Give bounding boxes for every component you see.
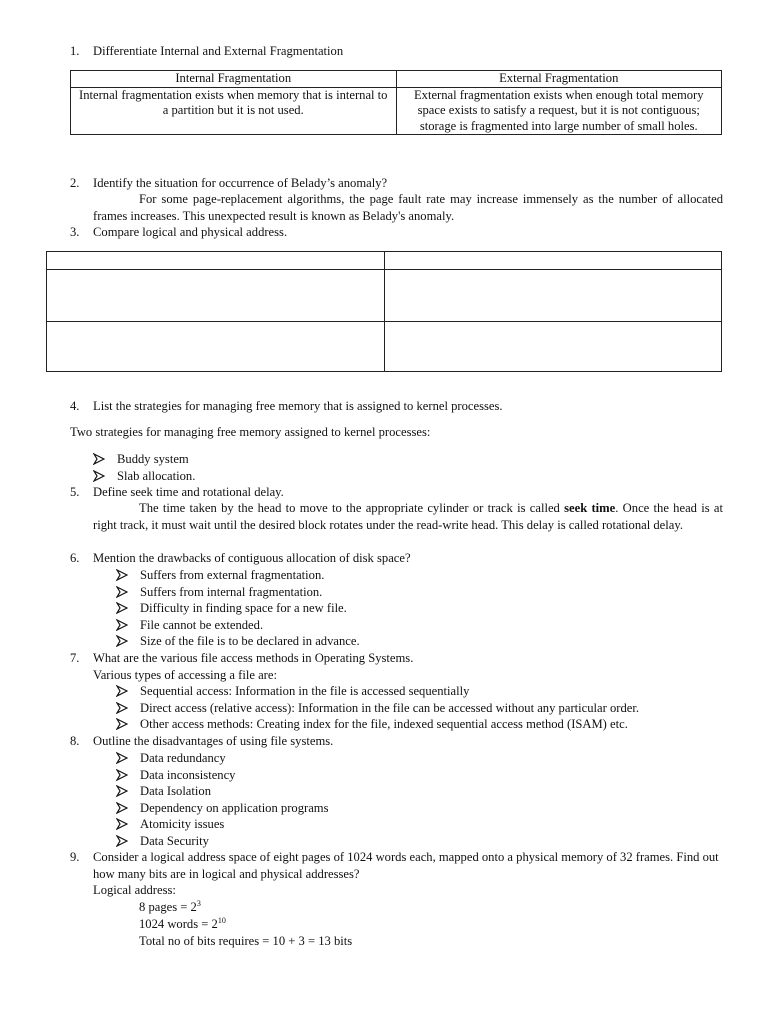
answer-5: The time taken by the head to move to the appropriate cylinder or track is called seek time. Once the head is at right track, it must wait until the desired block rotates under the read-write head. This delay is called rotational delay. bbox=[93, 501, 724, 532]
arrow-bullet-icon bbox=[93, 453, 105, 465]
list-item: Atomicity issues bbox=[116, 816, 329, 833]
question-number: 5. bbox=[70, 485, 80, 499]
list-item: Data redundancy bbox=[116, 750, 329, 767]
list-item: Other access methods: Creating index for the file, indexed sequential access method (ISAM) etc. bbox=[116, 716, 639, 733]
question-text: Mention the drawbacks of contiguous allocation of disk space? bbox=[93, 551, 411, 565]
question-number: 6. bbox=[70, 551, 80, 565]
table-header-row bbox=[71, 71, 722, 88]
seek-time-term: seek time bbox=[564, 501, 616, 515]
disadvantage-list bbox=[116, 750, 329, 850]
list-item: File cannot be extended. bbox=[116, 617, 360, 634]
table-cell bbox=[47, 322, 385, 372]
question-number: 1. bbox=[70, 44, 80, 58]
question-text: Consider a logical address space of eight pages of 1024 words each, mapped onto a physical memory of 32 frames. Find out how many bits are in logical and physical addresses? bbox=[93, 850, 719, 881]
fragmentation-table bbox=[70, 70, 722, 135]
question-5 bbox=[70, 484, 284, 501]
list-item: Suffers from internal fragmentation. bbox=[116, 584, 360, 601]
question-number: 4. bbox=[70, 399, 80, 413]
arrow-bullet-icon bbox=[116, 619, 128, 631]
logical-address-label: Logical address: bbox=[93, 883, 176, 897]
table-cell bbox=[384, 252, 722, 270]
table-cell bbox=[47, 270, 385, 322]
question-number: 9. bbox=[70, 850, 80, 864]
question-text: What are the various file access methods in Operating Systems. bbox=[93, 651, 414, 665]
question-number: 8. bbox=[70, 734, 80, 748]
table-cell bbox=[384, 270, 722, 322]
list-item: Dependency on application programs bbox=[116, 800, 329, 817]
question-text: Define seek time and rotational delay. bbox=[93, 485, 284, 499]
arrow-bullet-icon bbox=[116, 685, 128, 697]
answer-4-intro: Two strategies for managing free memory assigned to kernel processes: bbox=[70, 425, 431, 439]
table-cell-internal: Internal fragmentation exists when memory that is internal to a partition but it is not used. bbox=[71, 87, 397, 135]
table-row bbox=[47, 252, 722, 270]
list-item: Sequential access: Information in the file is accessed sequentially bbox=[116, 683, 639, 700]
question-text: Outline the disadvantages of using file systems. bbox=[93, 734, 334, 748]
drawback-list bbox=[116, 567, 360, 650]
question-4 bbox=[70, 398, 503, 415]
question-1 bbox=[70, 43, 343, 60]
table-header-internal: Internal Fragmentation bbox=[71, 71, 397, 88]
question-number: 3. bbox=[70, 225, 80, 239]
list-item: Size of the file is to be declared in advance. bbox=[116, 633, 360, 650]
arrow-bullet-icon bbox=[116, 602, 128, 614]
question-text: Differentiate Internal and External Fragmentation bbox=[93, 44, 344, 58]
question-number: 7. bbox=[70, 651, 80, 665]
list-item: Direct access (relative access): Information in the file can be accessed without any particular order. bbox=[116, 700, 639, 717]
words-equation: 1024 words = $2^{10}$ bbox=[139, 915, 226, 931]
arrow-bullet-icon bbox=[116, 785, 128, 797]
table-row bbox=[47, 270, 722, 322]
arrow-bullet-icon bbox=[116, 702, 128, 714]
arrow-bullet-icon bbox=[116, 752, 128, 764]
arrow-bullet-icon bbox=[116, 769, 128, 781]
arrow-bullet-icon bbox=[116, 569, 128, 581]
question-8 bbox=[70, 733, 333, 750]
total-bits-equation: Total no of bits requires = 10 + 3 = 13 bits bbox=[139, 934, 353, 948]
question-text: Identify the situation for occurrence of Belady’s anomaly? bbox=[93, 176, 388, 190]
table-cell bbox=[47, 252, 385, 270]
list-item: Data Isolation bbox=[116, 783, 329, 800]
arrow-bullet-icon bbox=[116, 818, 128, 830]
address-comparison-table bbox=[46, 251, 722, 372]
strategy-list bbox=[93, 451, 195, 484]
table-header-external: External Fragmentation bbox=[396, 71, 722, 88]
arrow-bullet-icon bbox=[116, 835, 128, 847]
arrow-bullet-icon bbox=[116, 586, 128, 598]
arrow-bullet-icon bbox=[93, 470, 105, 482]
list-item: Slab allocation. bbox=[93, 468, 195, 485]
arrow-bullet-icon bbox=[116, 718, 128, 730]
list-item: Suffers from external fragmentation. bbox=[116, 567, 360, 584]
list-item: Difficulty in finding space for a new file. bbox=[116, 600, 360, 617]
question-text: Compare logical and physical address. bbox=[93, 225, 288, 239]
list-item: Buddy system bbox=[93, 451, 195, 468]
pages-equation: 8 pages = $2^3$ bbox=[139, 898, 201, 914]
question-text: List the strategies for managing free memory that is assigned to kernel processes. bbox=[93, 399, 503, 413]
answer-text: For some page-replacement algorithms, the page fault rate may increase immensely as the number of allocated frames increases. This unexpected result is known as Belady's anomaly. bbox=[93, 192, 723, 223]
question-7 bbox=[70, 650, 413, 667]
list-item: Data inconsistency bbox=[116, 767, 329, 784]
table-cell-external: External fragmentation exists when enough total memory space exists to satisfy a request, but it is not contiguous; storage is fragmented into large number of small holes. bbox=[396, 87, 722, 135]
table-row bbox=[71, 87, 722, 135]
answer-2 bbox=[93, 191, 723, 224]
arrow-bullet-icon bbox=[116, 635, 128, 647]
access-method-list bbox=[116, 683, 639, 733]
question-2 bbox=[70, 175, 387, 192]
question-number: 2. bbox=[70, 176, 80, 190]
question-9 bbox=[70, 849, 722, 882]
answer-7-intro: Various types of accessing a file are: bbox=[93, 668, 277, 682]
question-6 bbox=[70, 550, 411, 567]
arrow-bullet-icon bbox=[116, 802, 128, 814]
table-row bbox=[47, 322, 722, 372]
table-cell bbox=[384, 322, 722, 372]
list-item: Data Security bbox=[116, 833, 329, 850]
question-3 bbox=[70, 224, 287, 241]
